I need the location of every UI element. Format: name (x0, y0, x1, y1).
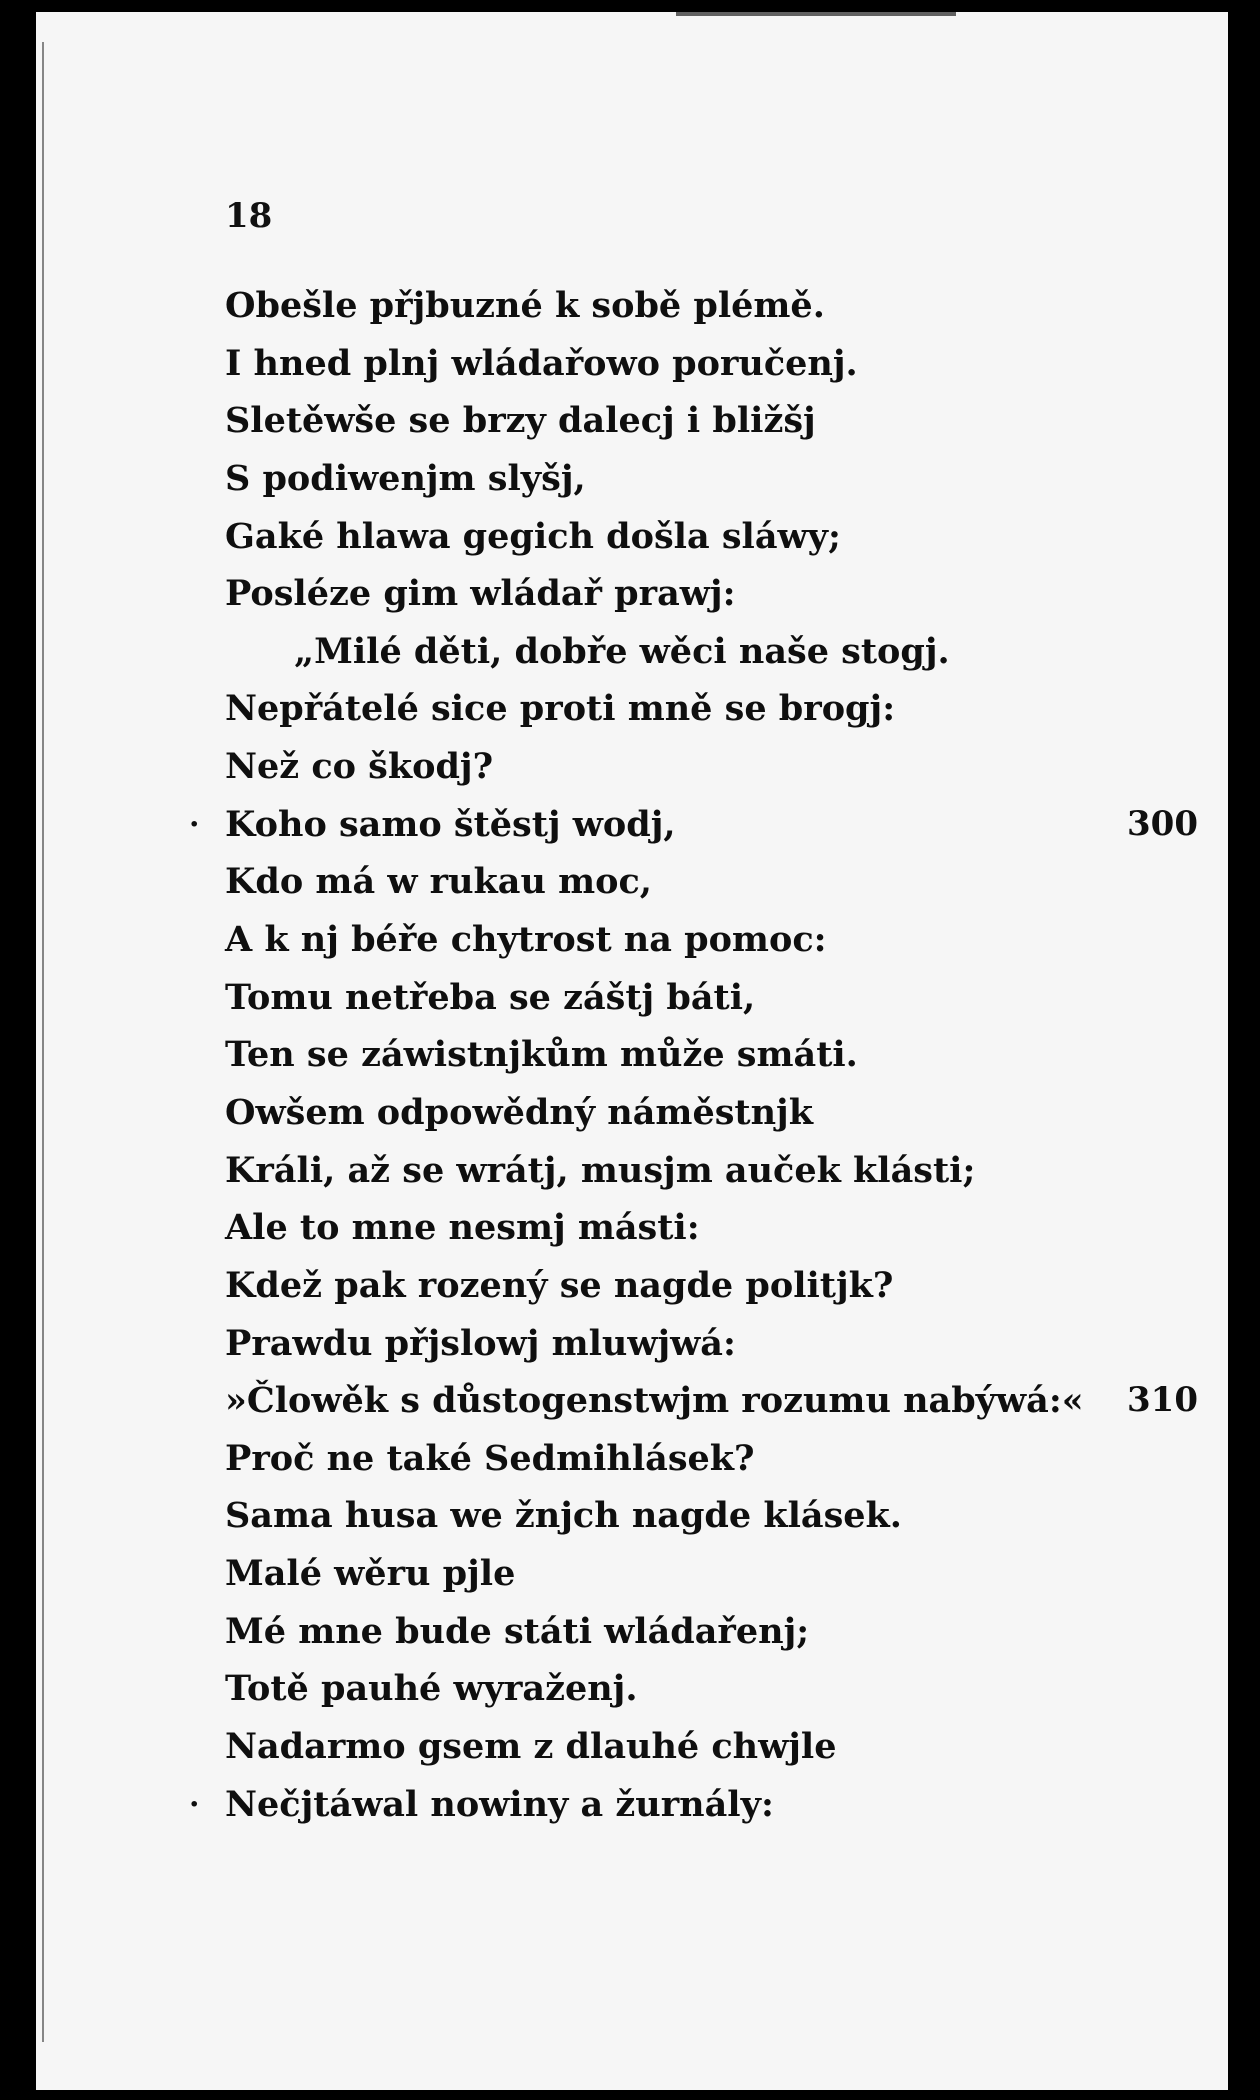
verse-text: Králi, až se wrátj, musjm auček klásti; (225, 1149, 976, 1191)
verse-text: Ale to mne nesmj másti: (225, 1207, 700, 1249)
verse-line (225, 335, 1225, 393)
verse-line (225, 1142, 1225, 1200)
verse-line (225, 508, 1225, 566)
verse-text: Tomu netřeba se záštj báti, (225, 976, 756, 1018)
verse-list (189, 277, 1225, 1833)
verse-text: S podiwenjm slyšj, (225, 457, 586, 499)
verse-text: Ten se záwistnjkům může smáti. (225, 1034, 858, 1076)
verse-line (189, 796, 1225, 854)
verse-text: »Člowěk s důstogenstwjm rozumu nabýwá:« (225, 1380, 1084, 1422)
verse-line (189, 1776, 1225, 1834)
verse-line (225, 1257, 1225, 1315)
verse-line (225, 853, 1225, 911)
verse-text: Sletěwše se brzy dalecj i bližšj (225, 400, 816, 442)
verse-text: Kdež pak rozený se nagde politjk? (225, 1264, 894, 1306)
verse-line (225, 277, 1225, 335)
verse-line (225, 1603, 1225, 1661)
verse-line (225, 565, 1225, 623)
margin-dot: · (189, 1786, 200, 1822)
verse-line (225, 1315, 1225, 1373)
verse-text: Nečjtáwal nowiny a žurnály: (225, 1783, 774, 1825)
page-number: 18 (225, 196, 273, 236)
verse-text: Gaké hlawa gegich došla sláwy; (225, 515, 841, 557)
verse-line (225, 392, 1225, 450)
line-number: 300 (1127, 803, 1198, 844)
verse-text: Koho samo štěstj wodj, (225, 803, 676, 845)
verse-text: Posléze gim wládař prawj: (225, 573, 736, 615)
verse-line (225, 1718, 1225, 1776)
verse-line (225, 1026, 1225, 1084)
verse-text: Nadarmo gsem z dlauhé chwjle (225, 1726, 837, 1768)
verse-text: Obešle přjbuzné k sobě plémě. (225, 285, 825, 326)
verse-text: Nepřátelé sice proti mně se brogj: (225, 688, 896, 730)
verse-line (225, 969, 1225, 1027)
verse-text: Owšem odpowědný náměstnjk (225, 1091, 813, 1133)
verse-text: I hned plnj wládařowo poručenj. (225, 342, 858, 384)
verse-text: Totě pauhé wyraženj. (225, 1668, 638, 1710)
verse-line (225, 450, 1225, 508)
verse-line (225, 911, 1225, 969)
verse-line (225, 1487, 1225, 1545)
verse-line (225, 1660, 1225, 1718)
verse-line (225, 1430, 1225, 1488)
verse-text: Proč ne také Sedmihlásek? (225, 1437, 755, 1479)
verse-line (225, 738, 1225, 796)
page-binding-shadow (42, 42, 44, 2042)
book-page (36, 12, 1228, 2090)
verse-text: Než co škodj? (225, 746, 494, 788)
margin-dot: · (189, 806, 200, 842)
verse-text: Mé mne bude státi wládařenj; (225, 1610, 810, 1652)
verse-line (225, 1199, 1225, 1257)
page-top-edge (676, 12, 956, 16)
verse-line (225, 1084, 1225, 1142)
verse-text: A k nj béře chytrost na pomoc: (225, 919, 827, 961)
verse-line (225, 1372, 1225, 1430)
verse-text: Prawdu přjslowj mluwjwá: (225, 1322, 736, 1364)
verse-text: Sama husa we žnjch nagde klásek. (225, 1495, 902, 1537)
verse-line (225, 623, 1225, 681)
verse-text: „Milé děti, dobře wěci naše stogj. (294, 630, 950, 672)
verse-line (225, 680, 1225, 738)
verse-text: Kdo má w rukau moc, (225, 861, 652, 903)
line-number: 310 (1127, 1380, 1198, 1421)
verse-line (225, 1545, 1225, 1603)
verse-text: Malé wěru pjle (225, 1553, 516, 1595)
